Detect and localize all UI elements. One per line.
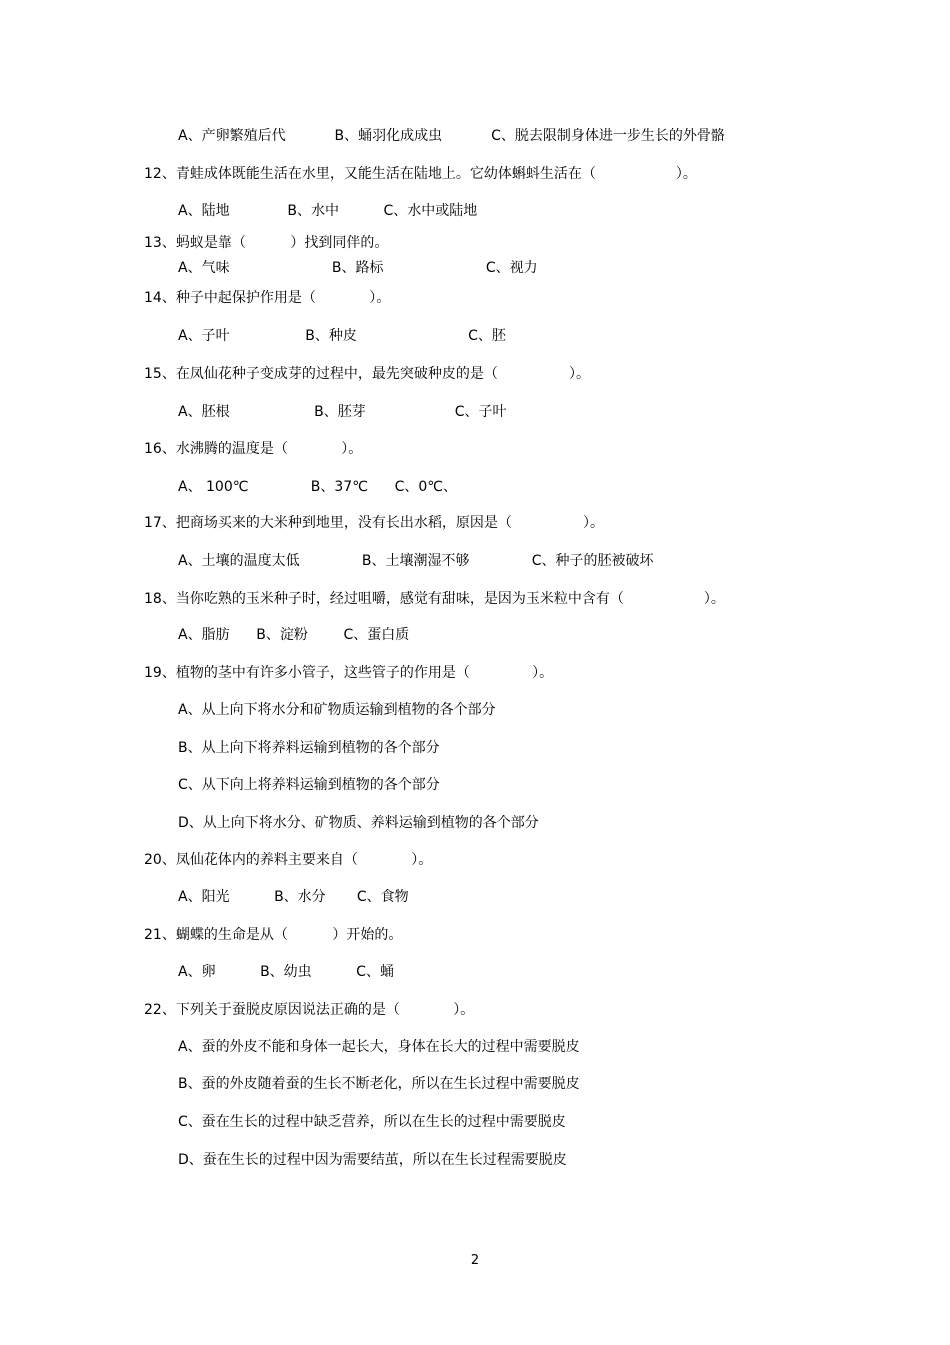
q19-option-d: D、从上向下将水分、矿物质、养料运输到植物的各个部分 [178,815,539,831]
q19-question: 19、植物的茎中有许多小管子，这些管子的作用是（ ）。 [144,665,554,681]
q17-options: A、土壤的温度太低 B、土壤潮湿不够 C、种子的胚被破坏 [178,553,654,569]
q12-options: A、陆地 B、水中 C、水中或陆地 [178,203,478,219]
q22-option-b: B、蚕的外皮随着蚕的生长不断老化，所以在生长过程中需要脱皮 [178,1076,580,1092]
q17-question: 17、把商场买来的大米种到地里，没有长出水稻，原因是（ ）。 [144,515,605,531]
q20-options: A、阳光 B、水分 C、食物 [178,889,409,905]
q21-question: 21、蝴蝶的生命是从（ ）开始的。 [144,927,403,943]
q16-options: A、 100℃ B、37℃ C、0℃、 [178,479,458,495]
q15-question: 15、在凤仙花种子变成芽的过程中，最先突破种皮的是（ ）。 [144,366,591,382]
q15-options: A、胚根 B、胚芽 C、子叶 [178,404,507,420]
q22-option-c: C、蚕在生长的过程中缺乏营养，所以在生长的过程中需要脱皮 [178,1114,566,1130]
q21-options: A、卵 B、幼虫 C、蛹 [178,964,394,980]
q19-option-a: A、从上向下将水分和矿物质运输到植物的各个部分 [178,702,496,718]
q20-question: 20、凤仙花体内的养料主要来自（ ）。 [144,852,433,868]
q22-option-a: A、蚕的外皮不能和身体一起长大，身体在长大的过程中需要脱皮 [178,1039,580,1055]
q18-question: 18、当你吃熟的玉米种子时，经过咀嚼，感觉有甜味，是因为玉米粒中含有（ ）。 [144,591,725,607]
q22-option-d: D、蚕在生长的过程中因为需要结茧，所以在生长过程需要脱皮 [178,1152,567,1168]
q22-question: 22、下列关于蚕脱皮原因说法正确的是（ ）。 [144,1002,475,1018]
q13-options: A、气味 B、路标 C、视力 [178,260,538,276]
q16-question: 16、水沸腾的温度是（ ）。 [144,441,363,457]
q11-options: A、产卵繁殖后代 B、蛹羽化成成虫 C、脱去限制身体进一步生长的外骨骼 [178,128,725,144]
page-number: 2 [470,1253,480,1268]
q12-question: 12、青蛙成体既能生活在水里，又能生活在陆地上。它幼体蝌蚪生活在（ ）。 [144,166,697,182]
q18-options: A、脂肪 B、淀粉 C、蛋白质 [178,627,410,643]
q19-option-c: C、从下向上将养料运输到植物的各个部分 [178,777,440,793]
q19-option-b: B、从上向下将养料运输到植物的各个部分 [178,740,440,756]
q14-question: 14、种子中起保护作用是（ ）。 [144,290,391,306]
q14-options: A、子叶 B、种皮 C、胚 [178,328,506,344]
q13-question: 13、蚂蚁是靠（ ）找到同伴的。 [144,235,389,251]
